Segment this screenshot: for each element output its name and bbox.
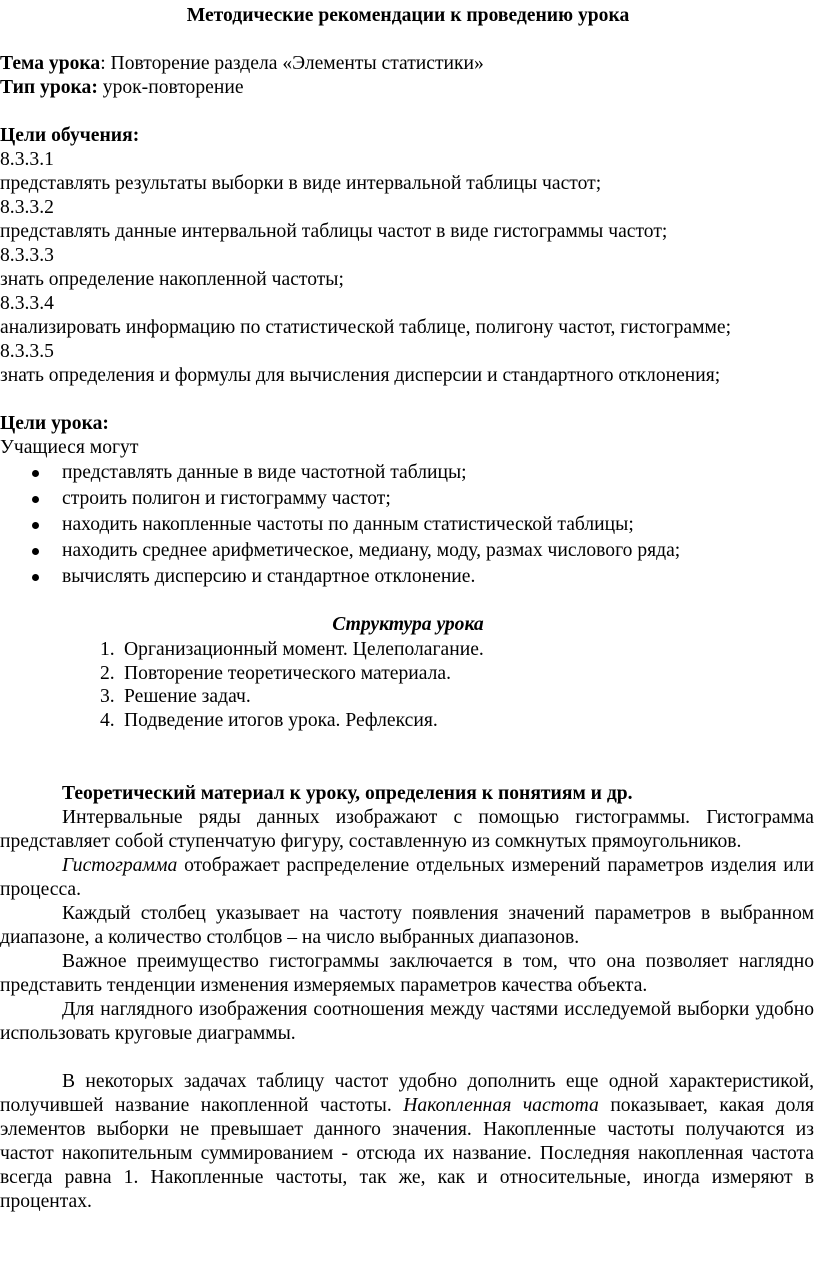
learning-goals-heading: Цели обучения: [0, 125, 140, 146]
spacer [0, 100, 816, 124]
spacer [0, 28, 816, 52]
list-item-text: строить полигон и гистограмму частот; [62, 488, 391, 509]
paragraph-text: показывает, какая доля элементов выборки не превышает данного значения. Накопленные частоты получаются из частот накопительным суммированием - отсюда их название. Последняя накопленная частота всегда равна 1. Накопленные частоты, так же, как и относительные, иногда измеряют в процентах. [0, 1095, 814, 1212]
goal-text: представлять данные интервальной таблицы частот в виде гистограммы частот; [0, 221, 668, 242]
bullet-icon [32, 522, 39, 529]
goal-code: 8.3.3.2 [0, 197, 54, 218]
topic-line [0, 52, 816, 76]
bullet-icon [32, 470, 39, 477]
list-item [0, 538, 816, 564]
document-page [0, 4, 816, 1214]
bullet-icon [32, 548, 39, 555]
theory-heading: Теоретический материал к уроку, определения к понятиям и др. [62, 783, 633, 804]
step-number: 4. [100, 709, 115, 731]
paragraph-text: В некоторых задачах таблицу частот удобно дополнить еще одной характеристикой, получившей название накопленной частоты. [0, 1071, 814, 1116]
goal-code: 8.3.3.4 [0, 293, 54, 314]
lesson-goals-heading: Цели урока: [0, 413, 109, 434]
theory-paragraph [0, 1070, 814, 1214]
step-number: 3. [100, 686, 115, 707]
topic-value: : Повторение раздела «Элементы статистики» [100, 53, 484, 74]
list-item [0, 662, 816, 686]
lesson-type-line [0, 76, 816, 100]
theory-paragraph [0, 854, 814, 902]
list-item-text: находить среднее арифметическое, медиану, моду, размах числового ряда; [62, 540, 681, 561]
spacer [0, 388, 816, 412]
spacer [0, 1046, 816, 1070]
structure-heading: Структура урока [332, 614, 484, 635]
theory-paragraph: Для наглядного изображения соотношения между частями исследуемой выборки удобно использовать круговые диаграммы. [0, 999, 814, 1044]
term-cumulative-frequency: Накопленная частота [403, 1095, 599, 1116]
bullet-icon [32, 574, 39, 581]
spacer [0, 590, 816, 612]
goal-code: 8.3.3.1 [0, 149, 54, 170]
goal-text: анализировать информацию по статистической таблице, полигону частот, гистограмме; [0, 317, 732, 338]
list-item-text: находить накопленные частоты по данным статистической таблицы; [62, 514, 634, 535]
goal-code: 8.3.3.3 [0, 245, 54, 266]
list-item [0, 564, 816, 590]
list-item [0, 460, 816, 486]
theory-paragraph: Каждый столбец указывает на частоту появления значений параметров в выбранном диапазоне, а количество столбцов – на число выбранных диапазонов. [0, 903, 814, 948]
step-text: Решение задач. [124, 686, 251, 707]
lesson-goals-list [0, 460, 816, 590]
bullet-icon [32, 496, 39, 503]
goal-text: представлять результаты выборки в виде интервальной таблицы частот; [0, 173, 602, 194]
paragraph-text: отображает распределение отдельных измерений параметров изделия или процесса. [0, 855, 814, 900]
goal-code: 8.3.3.5 [0, 341, 54, 362]
step-number: 1. [100, 639, 115, 660]
spacer [0, 732, 816, 782]
theory-paragraph: Интервальные ряды данных изображают с помощью гистограммы. Гистограмма представляет собой ступенчатую фигуру, составленную из сомкнутых прямоугольников. [0, 807, 814, 852]
step-text: Повторение теоретического материала. [124, 662, 452, 684]
step-text: Организационный момент. Целеполагание. [124, 639, 484, 660]
list-item [0, 685, 816, 709]
list-item [0, 709, 816, 733]
goal-text: знать определение накопленной частоты; [0, 269, 344, 290]
list-item [0, 638, 816, 662]
lesson-type-value: урок-повторение [97, 77, 244, 98]
topic-label: Тема урока [0, 53, 101, 74]
lesson-goals-intro: Учащиеся могут [0, 437, 139, 458]
list-item-text: представлять данные в виде частотной таблицы; [62, 462, 467, 483]
structure-list [0, 638, 816, 732]
term-histogram: Гистограмма [62, 855, 178, 876]
list-item [0, 486, 816, 512]
lesson-type-label: Тип урока: [0, 77, 98, 98]
theory-paragraph: Важное преимущество гистограммы заключается в том, что она позволяет наглядно представить тенденции изменения измеряемых параметров качества объекта. [0, 951, 814, 996]
goal-text: знать определения и формулы для вычисления дисперсии и стандартного отклонения; [0, 365, 721, 386]
list-item-text: вычислять дисперсию и стандартное отклонение. [62, 566, 476, 587]
step-text: Подведение итогов урока. Рефлексия. [124, 709, 438, 731]
list-item [0, 512, 816, 538]
document-title: Методические рекомендации к проведению урока [186, 5, 630, 26]
step-number: 2. [100, 662, 115, 684]
